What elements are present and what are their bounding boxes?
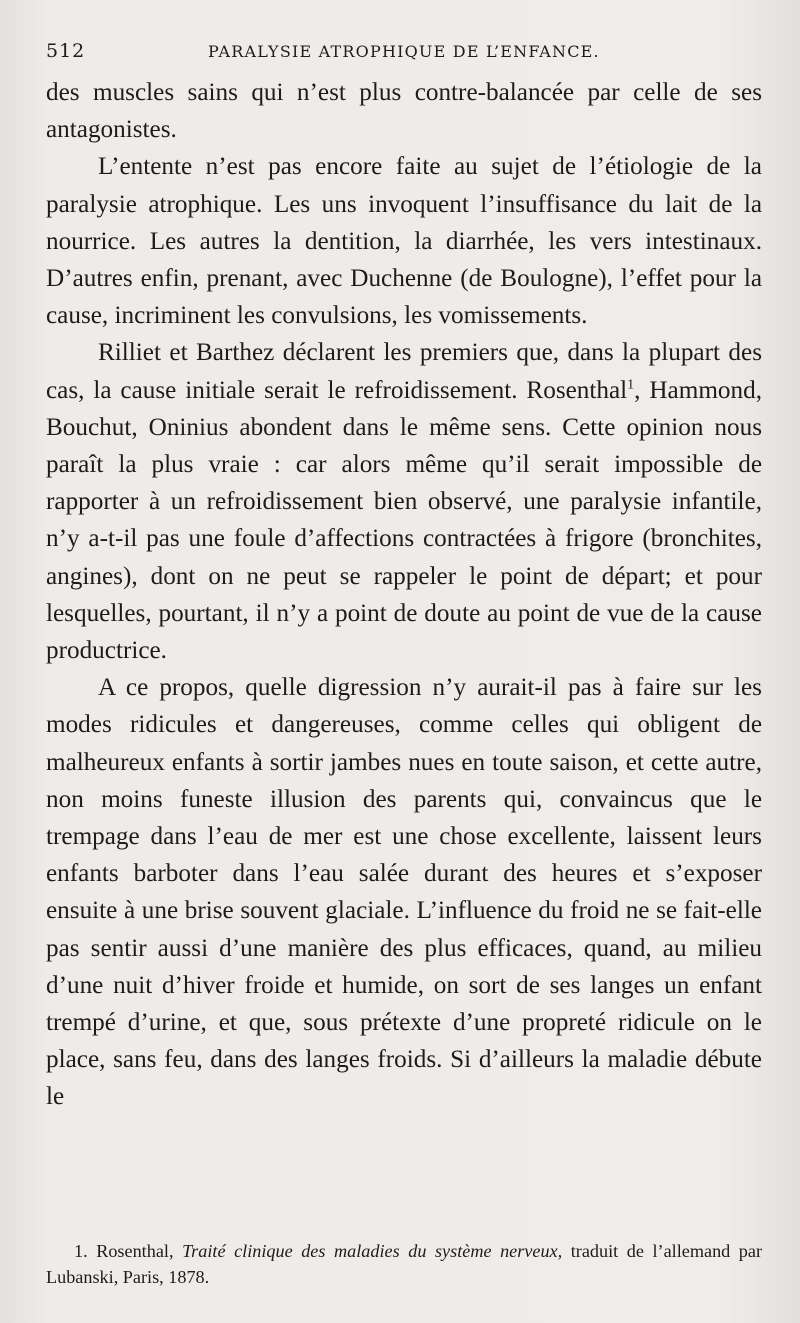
paragraph-3	[46, 334, 762, 669]
footnote-reference: 1	[627, 377, 635, 393]
page-number: 512	[46, 40, 86, 62]
running-title: PARALYSIE ATROPHIQUE DE L’ENFANCE.	[208, 42, 600, 61]
paragraph-3-text-a: Rilliet et Barthez déclarent les premiers que, dans la plupart des cas, la cause initiale serait le refroidissement. Rosenthal	[46, 339, 762, 404]
footnote-author: Rosenthal,	[96, 1241, 174, 1261]
paragraph-1: des muscles sains qui n’est plus contre-balancée par celle de ses antagonistes.	[46, 79, 762, 144]
paragraph-3-text-b: , Hammond, Bouchut, Oninius abondent dans le même sens. Cette opinion nous paraît la plus vraie : car alors même qu’il serait impossible de rapporter à un refroidissement bien observé, une paralysie infantile, n’y a-t-il pas une foule d’affections contractées à frigore (bronchites, angines), dont on ne peut se rappeler le point de départ; et pour lesquelles, pourtant, il n’y a point de doute au point de vue de la cause productrice.	[46, 376, 762, 665]
paragraph-2: L’entente n’est pas encore faite au sujet de l’étiologie de la paralysie atrophique. Les uns invoquent l’insuffisance du lait de la nourrice. Les autres la dentition, la diarrhée, les vers intestinaux. D’autres enfin, prenant, avec Duchenne (de Boulogne), l’effet pour la cause, incriminent les convulsions, les vomissements.	[46, 153, 762, 330]
footnote-number: 1.	[74, 1241, 88, 1261]
footnote-rest: traduit de l’allemand par Lubanski, Paris, 1878.	[46, 1241, 763, 1287]
footnote-title: Traité clinique des maladies du système nerveux,	[182, 1241, 563, 1261]
footnote	[46, 1238, 762, 1290]
page-header	[46, 40, 766, 70]
paragraph-4: A ce propos, quelle digression n’y aurait-il pas à faire sur les modes ridicules et dangereuses, comme celles qui obligent de malheureux enfants à sortir jambes nues en toute saison, et cette autre, non moins funeste illusion des parents qui, convaincus que le trempage dans l’eau de mer est une chose excellente, laissent leurs enfants barboter dans l’eau salée durant des heures et s’exposer ensuite à une brise souvent glaciale. L’influence du froid ne se fait-elle pas sentir aussi d’une manière des plus efficaces, quand, au milieu d’une nuit d’hiver froide et humide, on sort de ses langes un enfant trempé d’urine, et que, sous prétexte d’une propreté ridicule on le place, sans feu, dans des langes froids. Si d’ailleurs la maladie débute le	[46, 674, 762, 1111]
body-text	[46, 74, 762, 1116]
